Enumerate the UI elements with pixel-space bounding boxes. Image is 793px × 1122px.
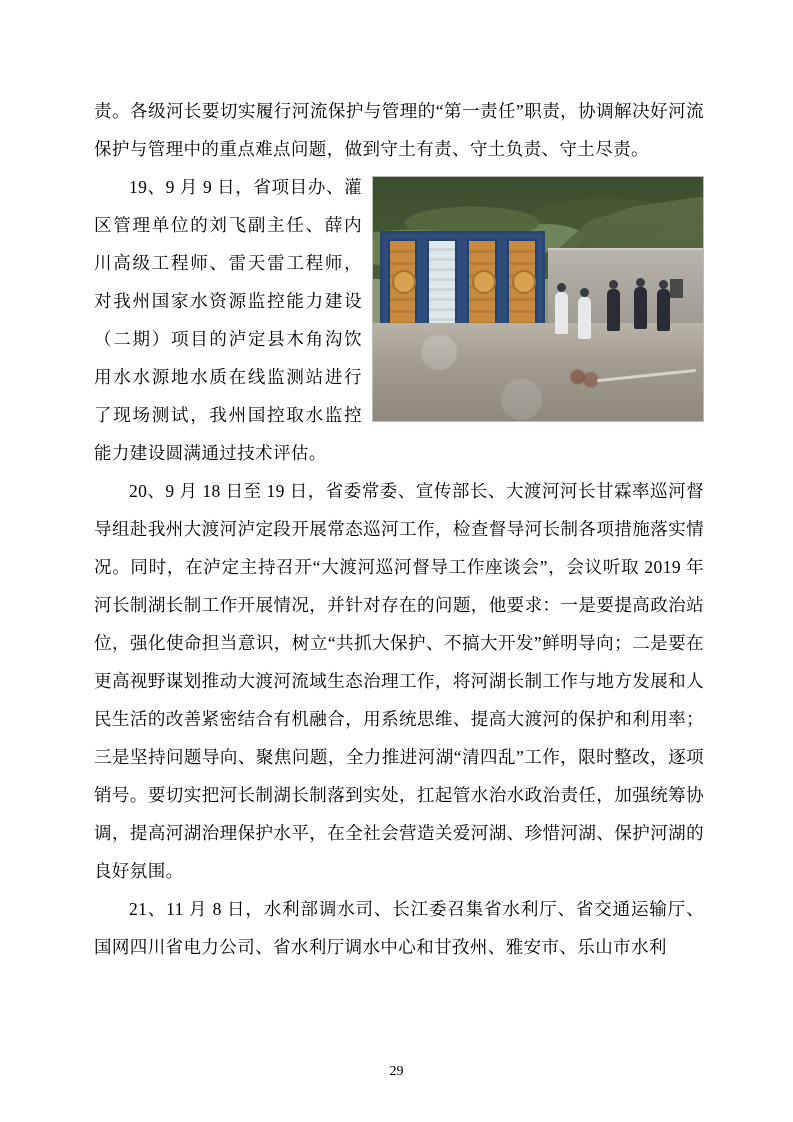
photo-person [578,297,591,339]
photo-gate-medallion [392,270,416,294]
paragraph-item-19: 19、9 月 9 日，省项目办、灌区管理单位的刘飞副主任、薛内川高级工程师、雷天雷工程师，对我州国家水资源监控能力建设（二期）项目的泸定县木角沟饮用水水源地水质在线监测站进行了现场测试，我州国控取水监控能力建设圆满通过技术评估。 [94,177,362,463]
photo-wall-door [670,279,682,298]
photo-gate-panel [467,239,497,328]
paragraph-continuation: 责。各级河长要切实履行河流保护与管理的“第一责任”职责，协调解决好河流保护与管理中的重点难点问题，做到守土有责、守土负责、守土尽责。 [94,101,704,159]
paragraph-item-21: 21、11 月 8 日，水利部调水司、长江委召集省水利厅、省交通运输厅、国网四川省电力公司、省水利厅调水中心和甘孜州、雅安市、乐山市水利 [94,899,704,957]
photo-gate-medallion [512,270,536,294]
page-number: 29 [389,1064,404,1079]
photo-concrete-wall [548,248,703,331]
photo-person [607,289,620,331]
photo-gate-panel [388,239,418,328]
photo-gate [380,231,545,336]
figure-with-text [94,168,704,472]
photo-person [657,289,670,331]
paragraph-item-20: 20、9 月 18 日至 19 日，省委常委、宣传部长、大渡河河长甘霖率巡河督导组赴我州大渡河泸定段开展常态巡河工作，检查督导河长制各项措施落实情况。同时，在泸定主持召开“大渡河巡河督导工作座谈会”，会议听取 2019 年河长制湖长制工作开展情况，并针对存在的问题，他要求：一是要提高政治站位，强化使命担当意识，树立“共抓大保护、不搞大开发”鲜明导向；二是要在更高视野谋划推动大渡河流域生态治理工作，将河湖长制工作与地方发展和人民生活的改善紧密结合有机融合，用系统思维、提高大渡河的保护和利用率；三是坚持问题导向、聚焦问题，全力推进河湖“清四乱”工作，限时整改，逐项销号。要切实把河长制湖长制落到实处，扛起管水治水政治责任，加强统筹协调，提高河湖治理保护水平，在全社会营造关爱河湖、珍惜河湖、保护河湖的良好氛围。 [94,481,704,881]
site-photo [372,176,704,422]
photo-person [555,292,568,334]
photo-gate-panel [427,239,457,328]
photo-person [634,287,647,329]
photo-gate-panel [507,239,537,328]
page-content [94,92,704,966]
photo-gate-medallion [472,270,496,294]
